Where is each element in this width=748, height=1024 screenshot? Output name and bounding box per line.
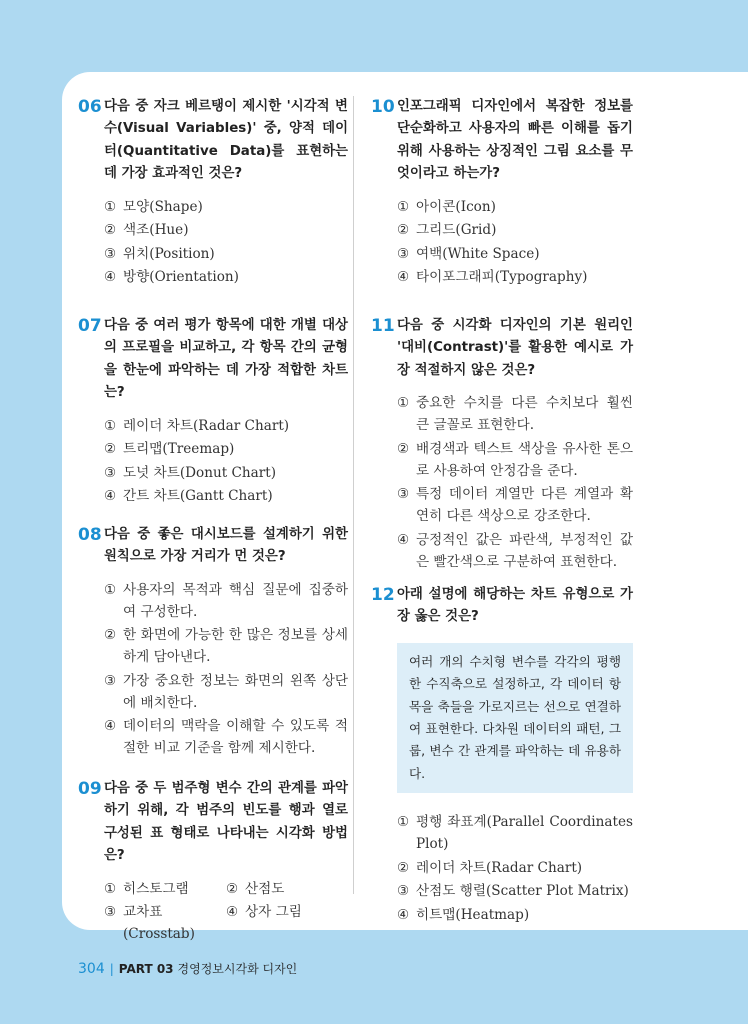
part-label: PART 03 (118, 961, 174, 976)
option-2: ② 산점도 (226, 880, 285, 897)
question-text: 다음 중 여러 평가 항목에 대한 개별 대상의 프로필을 비교하고, 각 항목 간의 균형을 한눈에 파악하는 데 가장 적합한 차트는? (104, 318, 348, 401)
option-2: ② 트리맵(Treemap) (104, 441, 235, 458)
option-1: ① 아이콘(Icon) (397, 198, 496, 215)
option-3: ③ 도넛 차트(Donut Chart) (104, 464, 277, 481)
option-4: ④ 간트 차트(Gantt Chart) (104, 488, 273, 505)
option-1: ① 중요한 수치를 다른 수치보다 훨씬 큰 글꼴로 표현한다. (397, 395, 633, 434)
page-number: 304 (78, 960, 105, 977)
option-3: ③ 가장 중요한 정보는 화면의 왼쪽 상단에 배치한다. (104, 672, 348, 711)
question-12 (371, 584, 633, 927)
option-2: ② 한 화면에 가능한 한 많은 정보를 상세하게 담아낸다. (104, 627, 348, 666)
option-2: ② 배경색과 텍스트 색상을 유사한 톤으로 사용하여 안정감을 준다. (397, 440, 633, 479)
option-2: ② 색조(Hue) (104, 222, 189, 239)
option-4: ④ 히트맵(Heatmap) (397, 906, 530, 923)
question-text: 인포그래픽 디자인에서 복잡한 정보를 단순화하고 사용자의 빠른 이해를 돕기 위해 사용하는 상징적인 그림 요소를 무엇이라고 하는가? (397, 99, 633, 182)
option-1: ① 평행 좌표계(Parallel Coordinates Plot) (397, 814, 633, 853)
chapter-title: 경영정보시각화 디자인 (177, 962, 298, 976)
question-text: 다음 중 자크 베르탱이 제시한 '시각적 변수(Visual Variables)' 중, 양적 데이터(Quantitative Data)를 표현하는 데 가장 효과적인 것은? (104, 99, 348, 182)
option-3: ③ 여백(White Space) (397, 245, 540, 262)
question-10 (371, 96, 633, 290)
option-3: ③ 특정 데이터 계열만 다른 계열과 확연히 다른 색상으로 강조한다. (397, 486, 633, 525)
option-4: ④ 데이터의 맥락을 이해할 수 있도록 적절한 비교 기준을 함께 제시한다. (104, 718, 348, 757)
question-text: 다음 중 두 범주형 변수 간의 관계를 파악하기 위해, 각 범주의 빈도를 행과 열로 구성된 표 형태로 나타내는 시각화 방법은? (104, 781, 348, 864)
question-09 (78, 778, 348, 947)
option-3: ③ 산점도 행렬(Scatter Plot Matrix) (397, 883, 629, 900)
column-divider (353, 96, 354, 894)
option-2: ② 레이더 차트(Radar Chart) (397, 859, 583, 876)
option-1: ① 모양(Shape) (104, 198, 203, 215)
option-2: ② 그리드(Grid) (397, 222, 497, 239)
option-1: ① 사용자의 목적과 핵심 질문에 집중하여 구성한다. (104, 581, 348, 620)
option-4: ④ 타이포그래피(Typography) (397, 269, 588, 286)
question-08 (78, 524, 348, 761)
question-text: 다음 중 시각화 디자인의 기본 원리인 '대비(Contrast)'를 활용한 예시로 가장 적절하지 않은 것은? (397, 318, 633, 378)
question-number: 08 (78, 525, 102, 545)
question-number: 12 (371, 585, 395, 605)
question-11 (371, 315, 633, 574)
option-4: ④ 상자 그림 (226, 904, 302, 921)
question-number: 11 (371, 316, 395, 336)
question-06 (78, 96, 348, 290)
footer-separator: | (109, 961, 114, 976)
question-text: 다음 중 좋은 대시보드를 설계하기 위한 원칙으로 가장 거리가 먼 것은? (104, 527, 348, 565)
option-3: ③ 위치(Position) (104, 245, 215, 262)
option-1: ① 히스토그램 (104, 880, 189, 897)
option-4: ④ 방향(Orientation) (104, 269, 239, 286)
description-box: 여러 개의 수치형 변수를 각각의 평행한 수직축으로 설정하고, 각 데이터 항목을 축들을 가로지르는 선으로 연결하여 표현한다. 다차원 데이터의 패턴, 그룹, 변수 간 관계를 파악하는 데 유용하다. (397, 643, 633, 793)
question-number: 09 (78, 779, 102, 799)
option-1: ① 레이더 차트(Radar Chart) (104, 417, 290, 434)
option-4: ④ 긍정적인 값은 파란색, 부정적인 값은 빨간색으로 구분하여 표현한다. (397, 531, 633, 570)
question-07 (78, 315, 348, 509)
question-number: 06 (78, 97, 102, 117)
question-number: 10 (371, 97, 395, 117)
question-number: 07 (78, 316, 102, 336)
question-text: 아래 설명에 해당하는 차트 유형으로 가장 옳은 것은? (397, 587, 633, 625)
option-3: ③ 교차표(Crosstab) (104, 904, 195, 943)
page-footer (78, 960, 297, 977)
